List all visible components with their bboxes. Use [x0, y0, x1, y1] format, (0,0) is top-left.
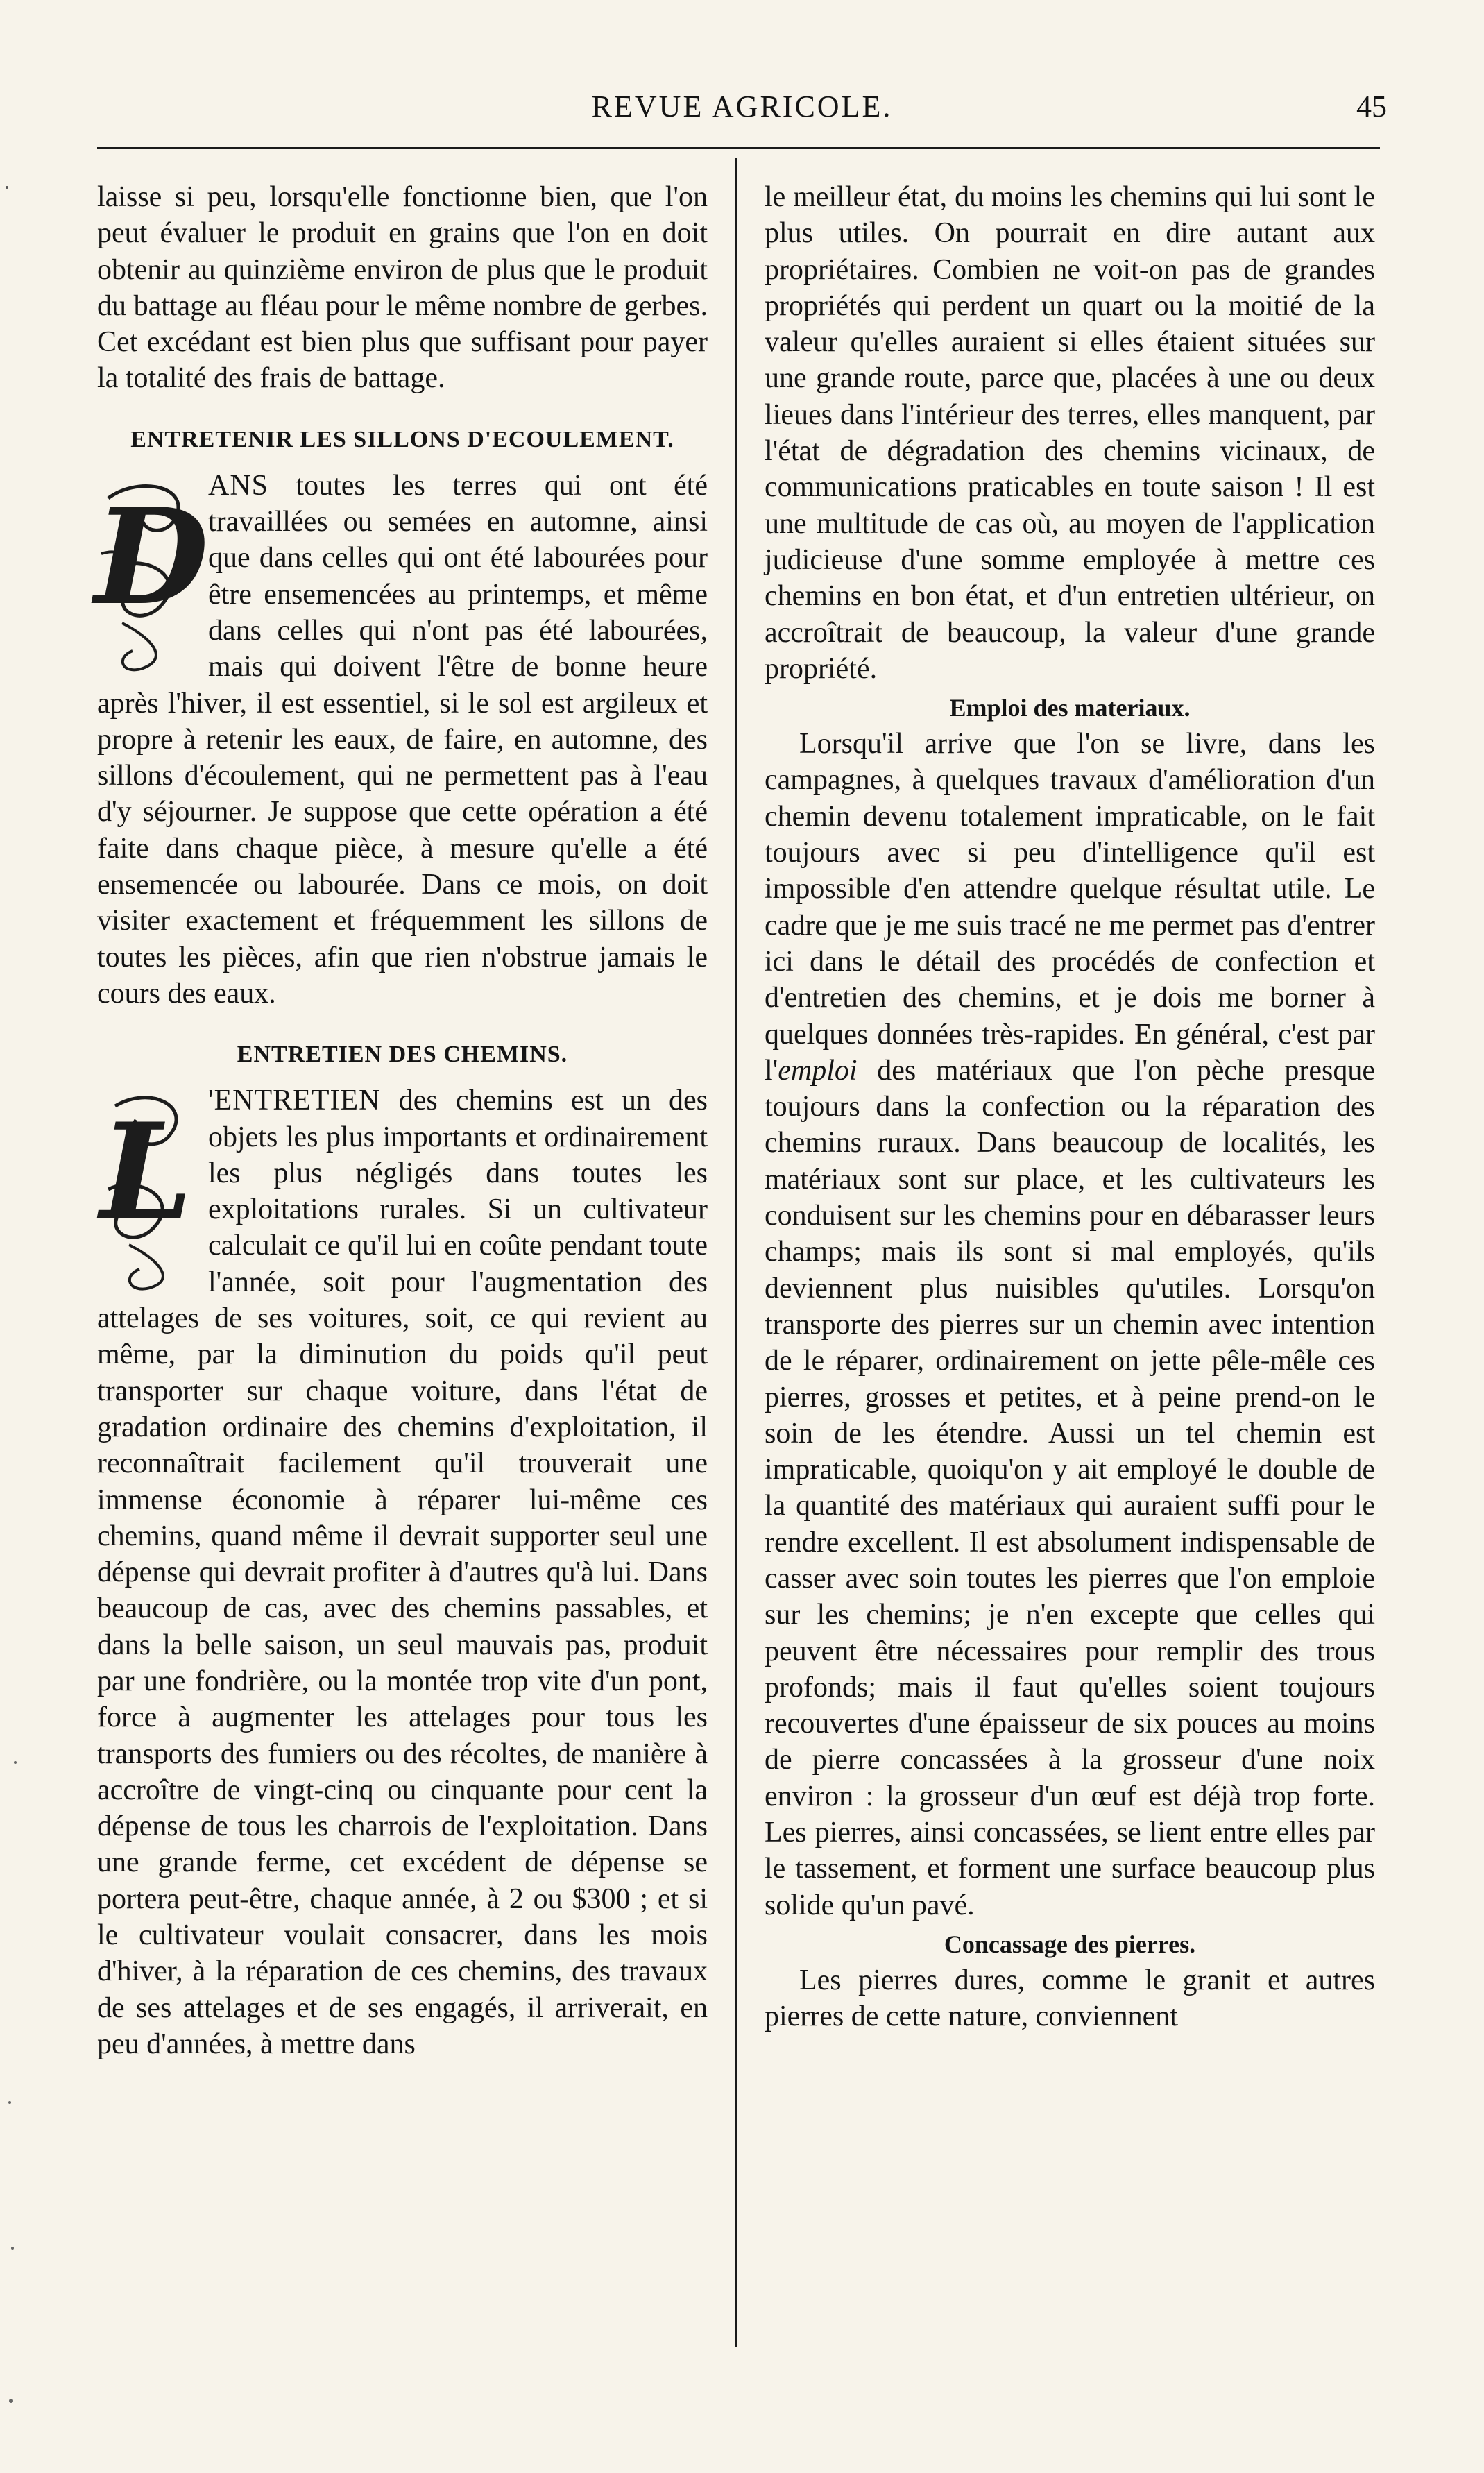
section-text: Lorsqu'il arrive que l'on se livre, dans les campagnes, à quelques travaux d'amélioration d'un chemin devenu totalement impraticable, on le fait toujours avec si peu d'intelligence qu'il est impossible d'en attendre quelque résultat utile. Le cadre que je me suis tracé ne me permet pas d'entrer ici dans le détail des procédés de confection et d'entretien des chemins, et je dois me borner à quelques données très-rapides. En général, c'est par l': [765, 728, 1375, 1087]
section-heading-concassage: Concassage des pierres.: [944, 1930, 1196, 1958]
section-body-concassage: Les pierres dures, comme le granit et autres pierres de cette nature, conviennent: [765, 1964, 1375, 2033]
intro-paragraph: laisse si peu, lorsqu'elle fonctionne bien, que l'on peut évaluer le produit en grains que l'on en doit obtenir au quinzième environ de plus que le produit du battage au fléau pour le même nombre de gerbes. Cet excédant est bien plus que suffisant pour payer la totalité des frais de battage.: [97, 181, 708, 395]
margin-specks: [0, 0, 28, 2473]
journal-title: REVUE AGRICOLE.: [591, 90, 893, 124]
page-number: 45: [1356, 90, 1387, 124]
section-lead-word: ANS: [208, 469, 269, 502]
right-column: [765, 179, 1375, 2035]
header-rule: [97, 147, 1380, 149]
emphasized-word: emploi: [778, 1054, 858, 1087]
running-header: [0, 89, 1484, 144]
section-text: des matériaux que l'on pèche presque toujours dans la confection ou la réparation des chemins ruraux. Dans beaucoup de localités, les matériaux sont sur place, et les cultivateurs les conduisent sur les chemins pour en débarasser leurs champs; mais ils sont si mal employés, qu'ils deviennent plus nuisibles qu'utiles. Lorsqu'on transporte des pierres sur un chemin avec intention de le réparer, ordinairement on jette pêle-mêle ces pierres, grosses et petites, et à peine prend-on le soin de les étendre. Aussi un tel chemin est impraticable, quoiqu'on y ait employé le double de la quantité des matériaux qui auraient suffi pour le rendre excellent. Il est absolument indispensable de casser avec soin toutes les pierres que l'on emploie sur les chemins; je n'en excepte que celles qui peuvent être nécessaires pour remplir des trous profonds; mais il faut qu'elles soient toujours recouvertes d'une épaisseur de six pouces au moins de pierre concassées à la grosseur d'une noix environ : la grosseur d'un œuf est déjà trop forte. Les pierres, ainsi concassées, se lient entre elles par le tassement, et forment une surface beaucoup plus solide qu'un pavé.: [765, 1054, 1375, 1921]
drop-cap-letter: L: [100, 1094, 193, 1250]
drop-cap-letter: D: [94, 479, 209, 634]
section-body-sillons: [94, 468, 708, 1012]
section-heading-sillons: ENTRETENIR LES SILLONS D'ECOULEMENT.: [130, 426, 674, 452]
left-column: [94, 179, 708, 2062]
section-lead-word: 'ENTRETIEN: [208, 1085, 381, 1117]
ornamental-drop-cap-d: [94, 470, 209, 679]
section-heading-chemins: ENTRETIEN DES CHEMINS.: [237, 1042, 568, 1068]
section-body-emploi: [765, 726, 1375, 1923]
ornamental-drop-cap-l: [94, 1085, 198, 1293]
section-heading-emploi: Emploi des materiaux.: [949, 694, 1191, 722]
section-text: toutes les terres qui ont été travaillées ou semées en automne, ainsi que dans celles qui ont été labourées pour être ensemencées au printemps, et même dans celles qui n'ont pas été labourées, mais qui doivent l'être de bonne heure après l'hiver, il est essentiel, si le sol est argileux et propre à retenir les eaux, de faire, en automne, des sillons d'écoulement, qui ne permettent pas à l'eau d'y séjourner. Je suppose que cette opération a été faite dans chaque pièce, à mesure qu'elle a été ensemencée ou labourée. Dans ce mois, on doit visiter exactement et fréquemment les sillons de toutes les pièces, afin que rien n'obstrue jamais le cours des eaux.: [97, 469, 708, 1010]
section-body-chemins: [97, 1082, 708, 2062]
column-divider: [735, 158, 737, 2347]
section-text: des chemins est un des objets les plus importants et ordinairement les plus négligés dans toutes les exploitations rurales. Si un cultivateur calculait ce qu'il lui en coûte pendant toute l'année, soit pour l'augmentation des attelages de ses voitures, soit, ce qui revient au même, par la diminution du poids qu'il peut transporter sur chaque voiture, dans l'état de gradation ordinaire des chemins d'exploitation, il reconnaîtrait facilement qu'il trouverait une immense économie à réparer lui-même ces chemins, quand même il devrait supporter seul une dépense qui devrait profiter à d'autres qu'à lui. Dans beaucoup de cas, avec des chemins passables, et dans la belle saison, un seul mauvais pas, produit par une fondrière, ou la montée trop vite d'un pont, force à augmenter les attelages pour tous les transports des fumiers ou des récoltes, de manière à accroître de vingt-cinq ou cinquante pour cent la dépense de tous les charrois de l'exploitation. Dans une grande ferme, cet excédent de dépense se portera peut-être, chaque année, à 2 ou $300 ; et si le cultivateur voulait consacrer, dans les mois d'hiver, à la réparation de ces chemins, des travaux de ses attelages et de ses engagés, il arriverait, en peu d'années, à mettre dans: [97, 1085, 708, 2060]
continuation-paragraph: le meilleur état, du moins les chemins qui lui sont le plus utiles. On pourrait en dire autant aux propriétaires. Combien ne voit-on pas de grandes propriétés qui perdent un quart ou la moitié de la valeur qu'elles auraient si elles étaient situées sur une grande route, parce que, placées à une ou deux lieues dans l'intérieur des terres, elles manquent, par l'état de dégradation des chemins vicinaux, de communications praticables en toute saison ! Il est une multitude de cas où, au moyen de l'application judicieuse d'une somme employée à mettre ces chemins en bon état, et d'un entretien ultérieur, on accroîtrait de beaucoup, la valeur d'une grande propriété.: [765, 181, 1375, 685]
